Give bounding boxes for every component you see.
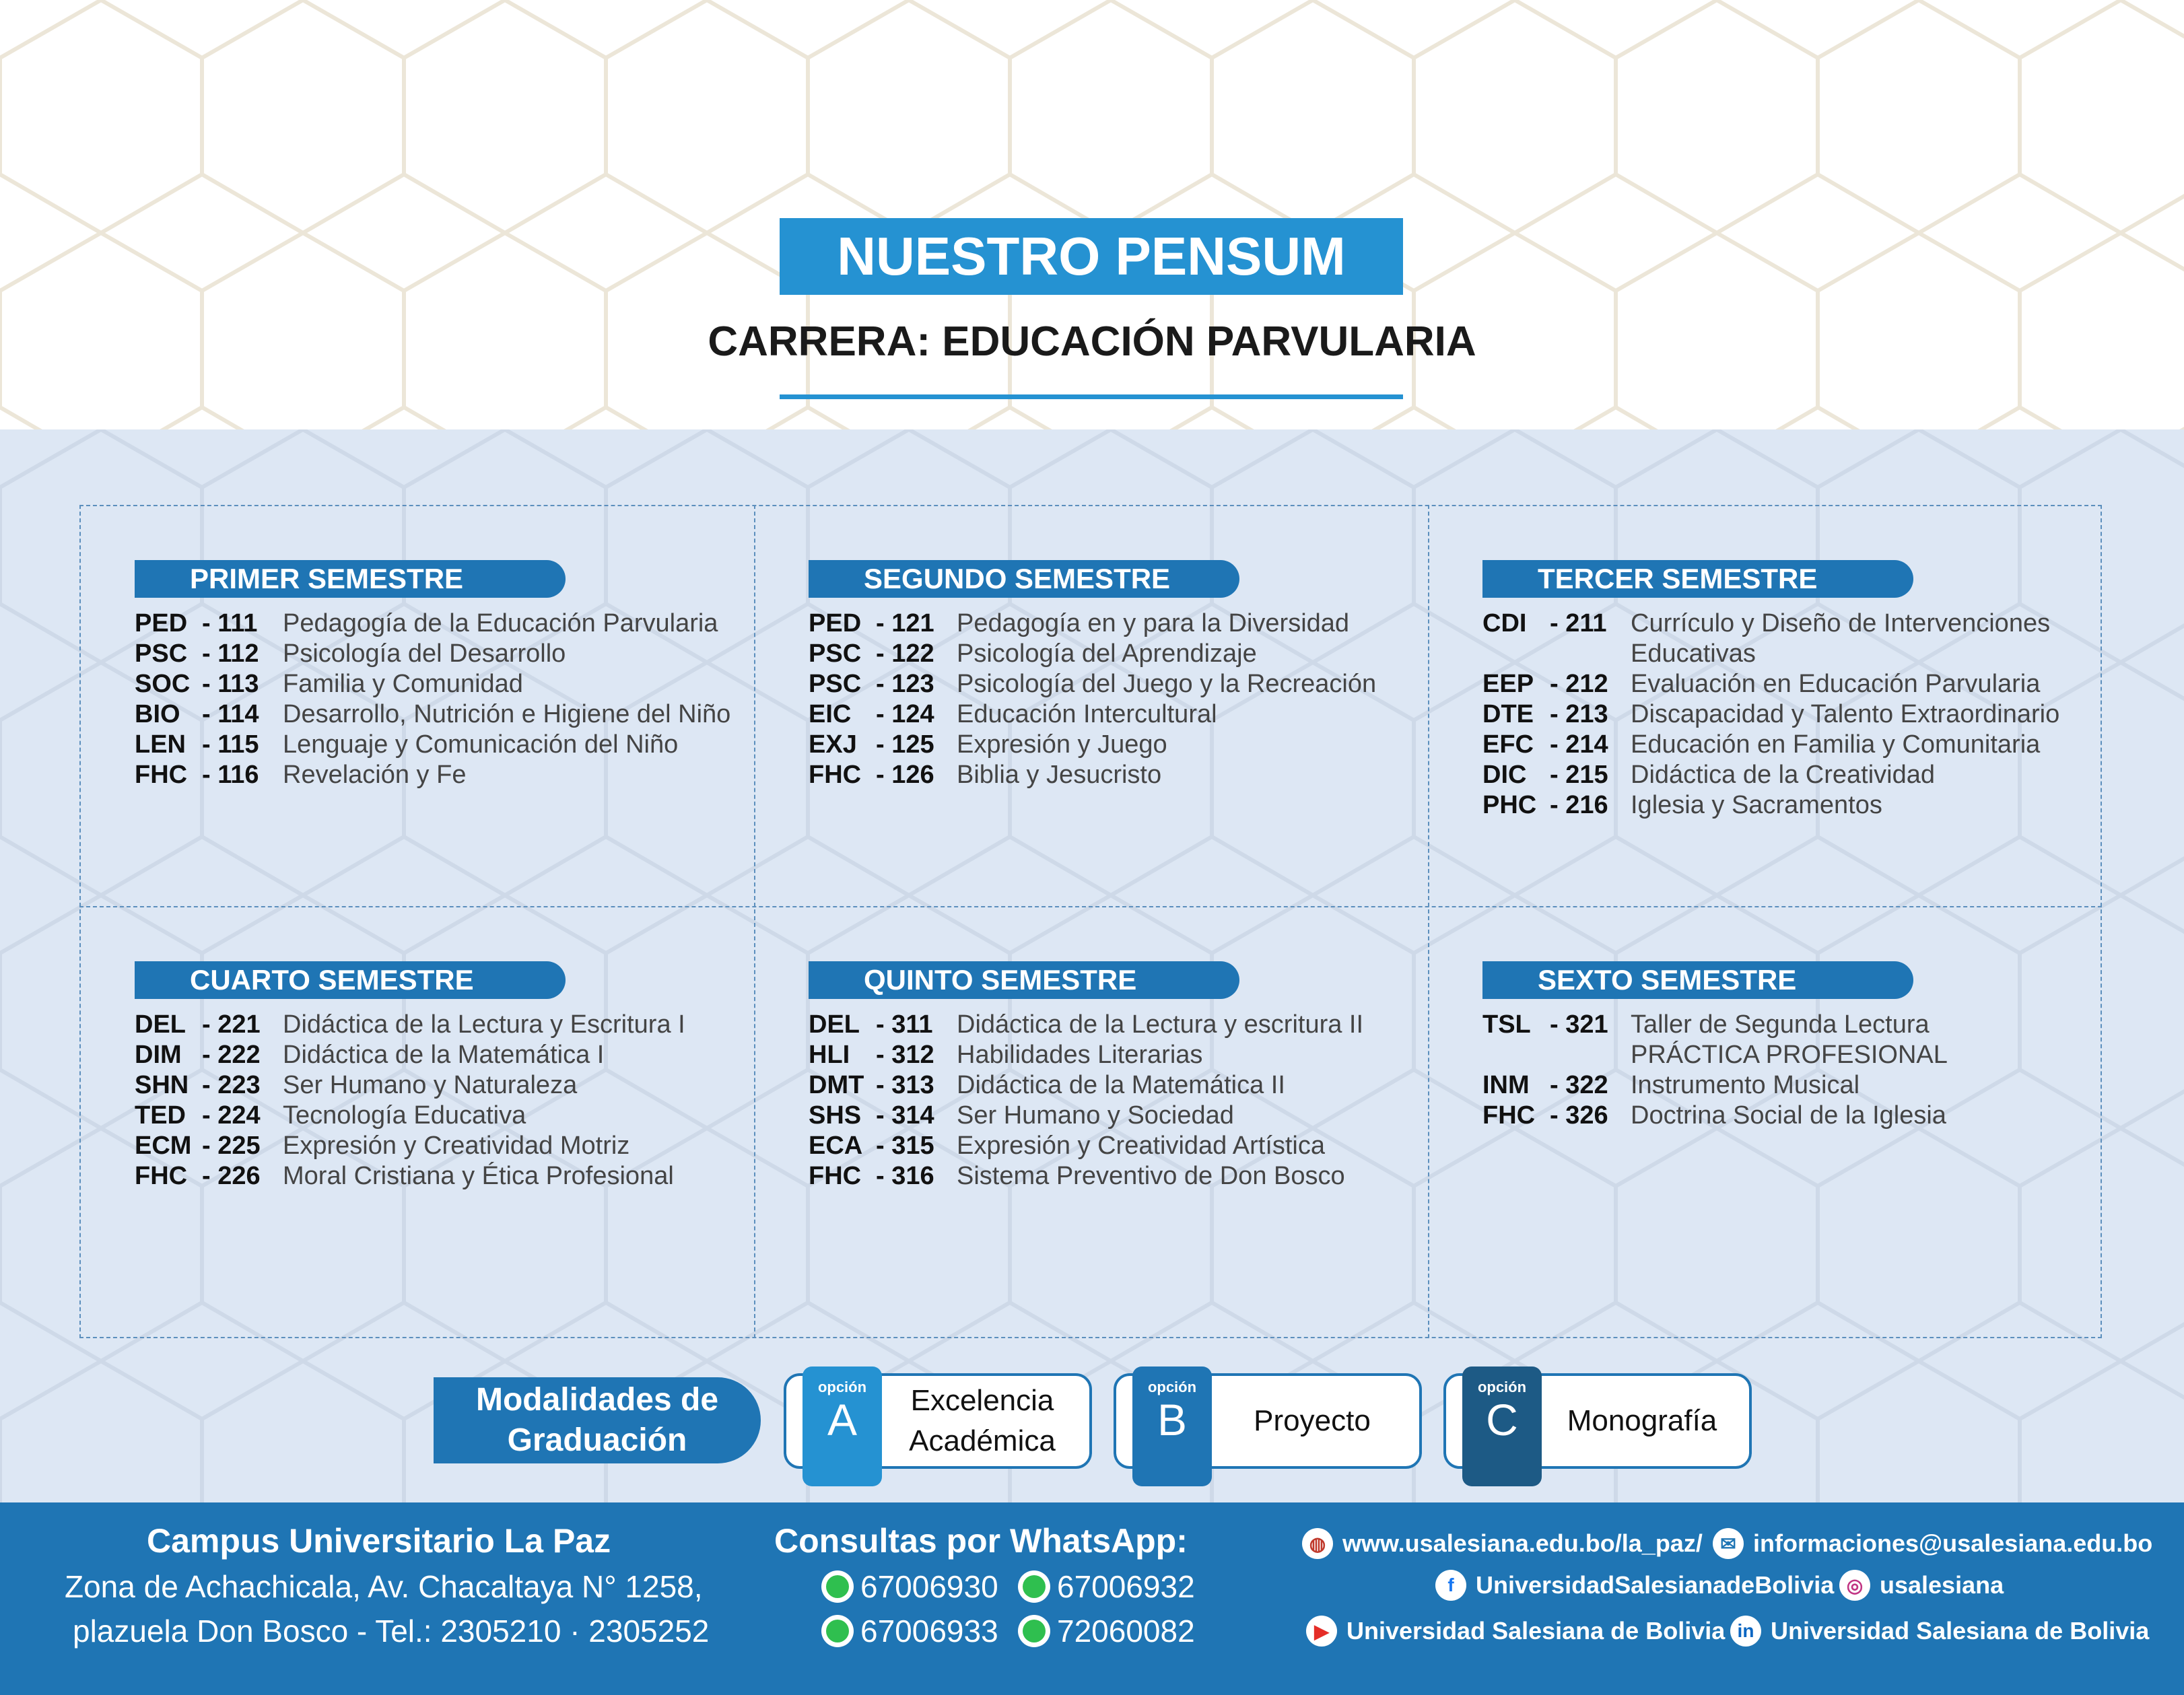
- course-row: DEL - 311 Didáctica de la Lectura y escritura II: [809, 1010, 1364, 1039]
- course-row-continued: PRÁCTICA PROFESIONAL: [1631, 1041, 1948, 1069]
- mail-icon: ✉: [1713, 1528, 1744, 1559]
- course-row: SHS - 314 Ser Humano y Sociedad: [809, 1101, 1234, 1130]
- option-b-badge: opción B: [1132, 1367, 1212, 1486]
- course-row: FHC - 316 Sistema Preventivo de Don Bosco: [809, 1162, 1345, 1190]
- whatsapp-icon: [821, 1570, 854, 1603]
- semester-6: [1482, 961, 2088, 1131]
- course-row: PED - 111 Pedagogía de la Educación Parvularia: [135, 609, 718, 637]
- course-row: PED - 121 Pedagogía en y para la Diversidad: [809, 609, 1350, 637]
- email-link[interactable]: ✉ informaciones@usalesiana.edu.bo: [1713, 1528, 2152, 1559]
- course-row: PSC - 123 Psicología del Juego y la Recreación: [809, 670, 1377, 698]
- course-row: INM - 322 Instrumento Musical: [1482, 1071, 1860, 1099]
- course-row: EXJ - 125 Expresión y Juego: [809, 730, 1167, 759]
- semester-title: QUINTO SEMESTRE: [809, 961, 1239, 999]
- course-row: EFC - 214 Educación en Familia y Comunitaria: [1482, 730, 2041, 759]
- course-row: PSC - 122 Psicología del Aprendizaje: [809, 639, 1257, 668]
- grid-divider: [754, 505, 755, 1338]
- semester-1: [135, 560, 741, 790]
- course-row: DTE - 213 Discapacidad y Talento Extraordinario: [1482, 700, 2060, 728]
- whatsapp-icon: [821, 1615, 854, 1647]
- option-b-card: [1114, 1373, 1422, 1469]
- course-row: FHC - 226 Moral Cristiana y Ética Profesional: [135, 1162, 674, 1190]
- semester-title: PRIMER SEMESTRE: [135, 560, 566, 598]
- course-row-continued: Educativas: [1631, 639, 1756, 668]
- campus-title: Campus Universitario La Paz: [147, 1522, 611, 1560]
- option-a-text: Excelencia Académica: [909, 1384, 1056, 1457]
- course-row: DIC - 215 Didáctica de la Creatividad: [1482, 761, 1936, 789]
- subtitle-underline: [780, 394, 1403, 399]
- career-subtitle: CARRERA: EDUCACIÓN PARVULARIA: [708, 318, 1476, 365]
- course-row: SHN - 223 Ser Humano y Naturaleza: [135, 1071, 578, 1099]
- whatsapp-number[interactable]: 67006933: [821, 1613, 998, 1649]
- campus-address-line2: plazuela Don Bosco - Tel.: 2305210 · 2305252: [73, 1614, 710, 1649]
- course-row: FHC - 326 Doctrina Social de la Iglesia: [1482, 1101, 1946, 1130]
- semester-title: TERCER SEMESTRE: [1482, 560, 1913, 598]
- graduation-modes-label-line2: Graduación: [507, 1422, 687, 1458]
- graduation-modes-label: [434, 1377, 761, 1463]
- semester-title: SEXTO SEMESTRE: [1482, 961, 1913, 999]
- campus-address-line1: Zona de Achachicala, Av. Chacaltaya N° 1258,: [65, 1569, 703, 1604]
- instagram-icon: ◎: [1839, 1570, 1870, 1601]
- course-row: DEL - 221 Didáctica de la Lectura y Escritura I: [135, 1010, 685, 1039]
- option-a-card: [784, 1373, 1092, 1469]
- option-c-card: [1443, 1373, 1752, 1469]
- course-row: TSL - 321 Taller de Segunda Lectura: [1482, 1010, 1930, 1039]
- course-row: FHC - 116 Revelación y Fe: [135, 761, 467, 789]
- course-row: DMT - 313 Didáctica de la Matemática II: [809, 1071, 1285, 1099]
- youtube-link[interactable]: ▶ Universidad Salesiana de Bolivia: [1306, 1616, 1725, 1647]
- whatsapp-number[interactable]: 67006930: [821, 1568, 998, 1605]
- youtube-icon: ▶: [1306, 1616, 1337, 1647]
- whatsapp-title: Consultas por WhatsApp:: [774, 1522, 1188, 1560]
- semester-2: [809, 560, 1414, 790]
- facebook-link[interactable]: f UniversidadSalesianadeBolivia: [1435, 1570, 1834, 1601]
- grid-divider: [79, 906, 2102, 907]
- whatsapp-number[interactable]: 72060082: [1018, 1613, 1195, 1649]
- option-c-text: Monografía: [1567, 1404, 1717, 1437]
- course-row: CDI - 211 Currículo y Diseño de Intervenciones: [1482, 609, 2051, 637]
- graduation-modes-label-line1: Modalidades de: [475, 1382, 719, 1418]
- globe-icon: ◍: [1302, 1528, 1333, 1559]
- option-a-badge: opción A: [803, 1367, 882, 1486]
- semester-5: [809, 961, 1414, 1191]
- course-row: ECA - 315 Expresión y Creatividad Artística: [809, 1132, 1326, 1160]
- whatsapp-number[interactable]: 67006932: [1018, 1568, 1195, 1605]
- linkedin-icon: in: [1730, 1616, 1761, 1647]
- footer: [0, 1502, 2184, 1695]
- course-row: HLI - 312 Habilidades Literarias: [809, 1041, 1203, 1069]
- semester-title: CUARTO SEMESTRE: [135, 961, 566, 999]
- course-row: PSC - 112 Psicología del Desarrollo: [135, 639, 566, 668]
- grid-divider: [1428, 505, 1429, 1338]
- course-row: FHC - 126 Biblia y Jesucristo: [809, 761, 1162, 789]
- course-row: PHC - 216 Iglesia y Sacramentos: [1482, 791, 1882, 819]
- course-row: ECM - 225 Expresión y Creatividad Motriz: [135, 1132, 630, 1160]
- semester-3: [1482, 560, 2088, 821]
- semester-title: SEGUNDO SEMESTRE: [809, 560, 1239, 598]
- course-row: SOC - 113 Familia y Comunidad: [135, 670, 523, 698]
- whatsapp-icon: [1018, 1615, 1050, 1647]
- semester-4: [135, 961, 741, 1191]
- website-link[interactable]: ◍ www.usalesiana.edu.bo/la_paz/: [1302, 1528, 1703, 1559]
- course-row: TED - 224 Tecnología Educativa: [135, 1101, 526, 1130]
- linkedin-link[interactable]: in Universidad Salesiana de Bolivia: [1730, 1616, 2149, 1647]
- page-title: NUESTRO PENSUM: [780, 218, 1403, 295]
- option-c-badge: opción C: [1462, 1367, 1542, 1486]
- course-row: BIO - 114 Desarrollo, Nutrición e Higiene del Niño: [135, 700, 731, 728]
- instagram-link[interactable]: ◎ usalesiana: [1839, 1570, 2004, 1601]
- course-row: LEN - 115 Lenguaje y Comunicación del Niño: [135, 730, 679, 759]
- whatsapp-icon: [1018, 1570, 1050, 1603]
- course-row: EEP - 212 Evaluación en Educación Parvularia: [1482, 670, 2041, 698]
- course-row: EIC - 124 Educación Intercultural: [809, 700, 1217, 728]
- option-b-text: Proyecto: [1254, 1404, 1371, 1437]
- facebook-icon: f: [1435, 1570, 1466, 1601]
- course-row: DIM - 222 Didáctica de la Matemática I: [135, 1041, 605, 1069]
